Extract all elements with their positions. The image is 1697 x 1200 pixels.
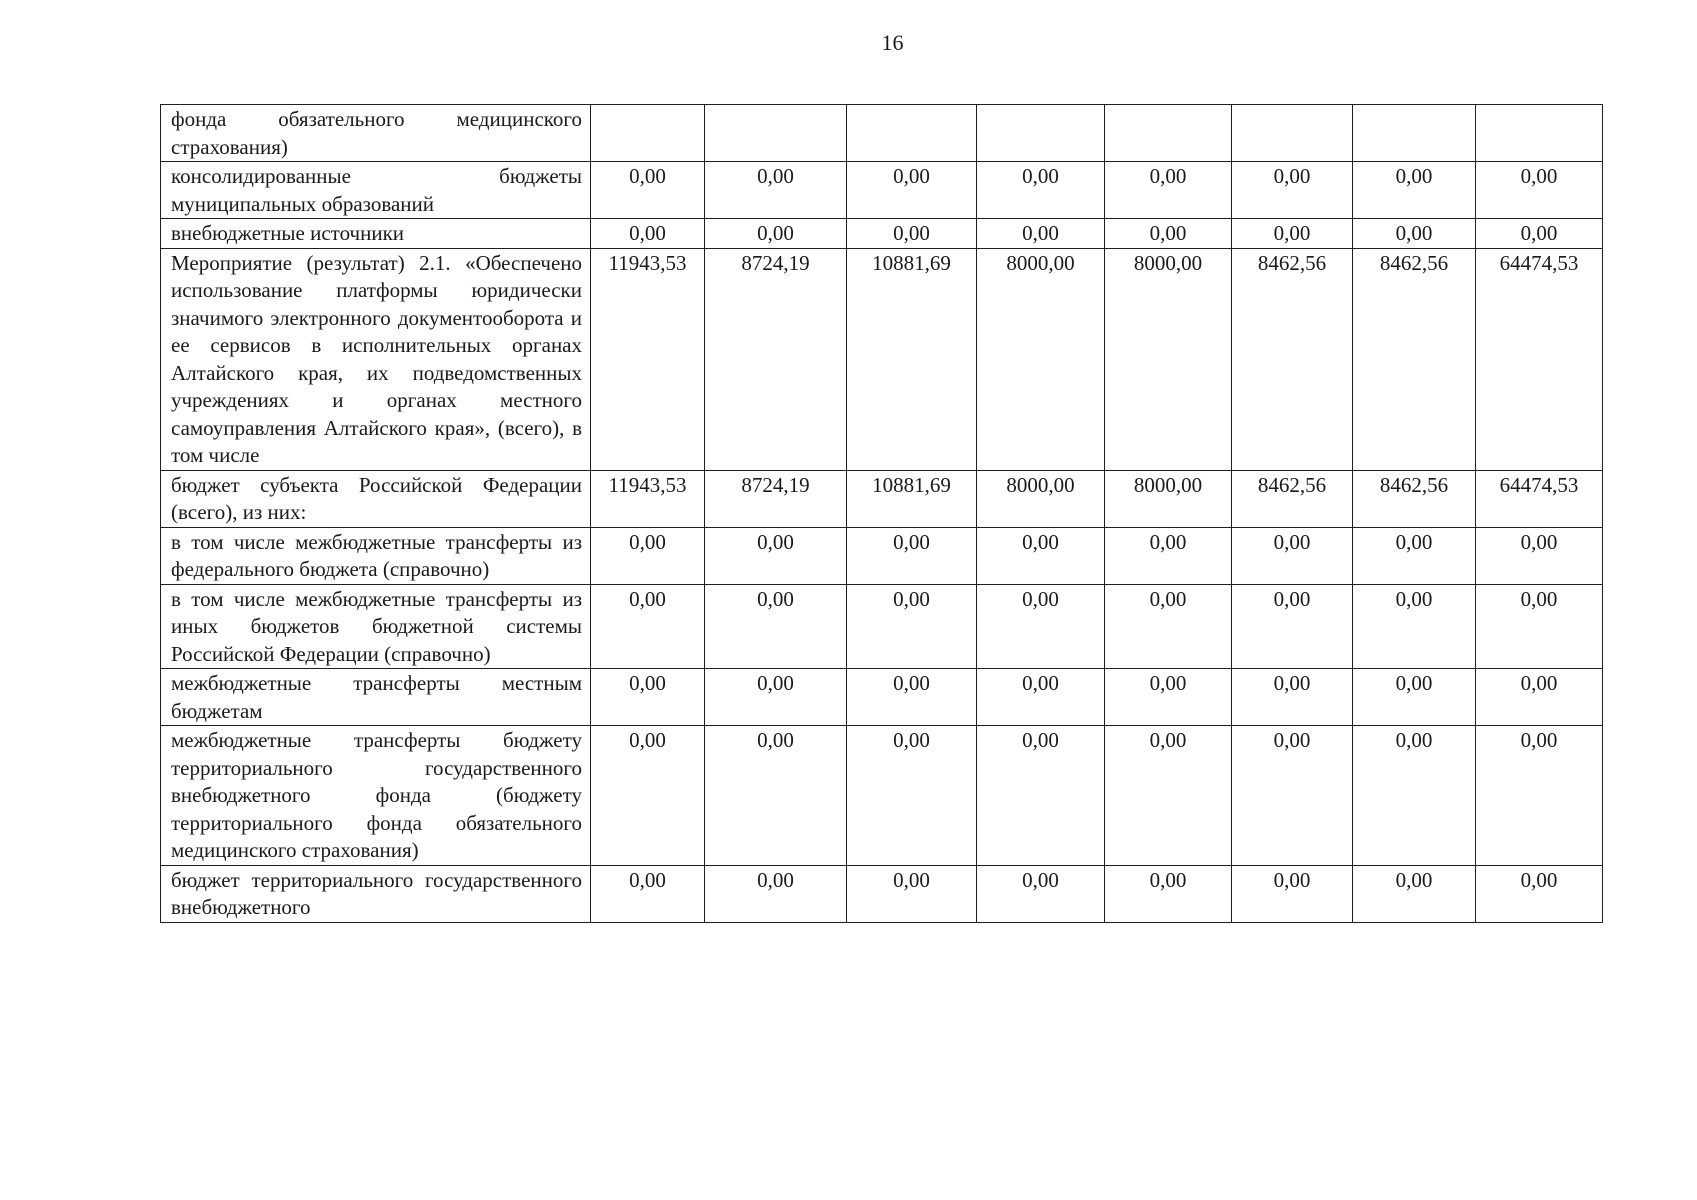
value-cell: 0,00 <box>847 726 977 866</box>
value-cell: 0,00 <box>705 527 847 584</box>
row-label: межбюджетные трансферты бюджету территориального государственного внебюджетного фонда (бюджету территориального фонда обязательного медицинского страхования) <box>161 726 591 866</box>
value-cell: 0,00 <box>1353 162 1476 219</box>
value-cell: 0,00 <box>705 584 847 669</box>
value-cell: 8000,00 <box>1105 248 1232 470</box>
value-cell: 0,00 <box>847 219 977 249</box>
value-cell: 0,00 <box>977 527 1105 584</box>
value-cell: 0,00 <box>1353 726 1476 866</box>
value-cell: 0,00 <box>705 219 847 249</box>
value-cell: 0,00 <box>591 162 705 219</box>
value-cell: 8000,00 <box>977 248 1105 470</box>
value-cell: 0,00 <box>1476 219 1603 249</box>
value-cell: 0,00 <box>977 726 1105 866</box>
value-cell: 0,00 <box>847 527 977 584</box>
value-cell: 64474,53 <box>1476 470 1603 527</box>
value-cell: 0,00 <box>591 219 705 249</box>
value-cell: 64474,53 <box>1476 248 1603 470</box>
value-cell: 11943,53 <box>591 248 705 470</box>
table-row <box>161 105 1603 162</box>
value-cell: 0,00 <box>1232 584 1353 669</box>
value-cell <box>847 105 977 162</box>
value-cell: 0,00 <box>1105 162 1232 219</box>
value-cell: 0,00 <box>1232 669 1353 726</box>
value-cell <box>1105 105 1232 162</box>
value-cell: 0,00 <box>591 726 705 866</box>
value-cell: 0,00 <box>591 865 705 922</box>
value-cell: 0,00 <box>1105 865 1232 922</box>
value-cell: 0,00 <box>977 669 1105 726</box>
row-label: бюджет территориального государственного внебюджетного <box>161 865 591 922</box>
value-cell <box>1353 105 1476 162</box>
table-row <box>161 162 1603 219</box>
table-row <box>161 248 1603 470</box>
value-cell: 0,00 <box>1476 584 1603 669</box>
value-cell: 0,00 <box>977 584 1105 669</box>
value-cell: 8000,00 <box>1105 470 1232 527</box>
value-cell: 0,00 <box>1105 584 1232 669</box>
value-cell: 0,00 <box>977 219 1105 249</box>
value-cell: 0,00 <box>1353 527 1476 584</box>
value-cell: 0,00 <box>705 865 847 922</box>
value-cell: 11943,53 <box>591 470 705 527</box>
table-row <box>161 527 1603 584</box>
value-cell: 0,00 <box>591 584 705 669</box>
page-number: 16 <box>881 30 904 55</box>
value-cell: 0,00 <box>847 162 977 219</box>
value-cell <box>705 105 847 162</box>
value-cell: 0,00 <box>1232 527 1353 584</box>
table-row <box>161 669 1603 726</box>
value-cell: 0,00 <box>847 584 977 669</box>
table-row <box>161 584 1603 669</box>
row-label: в том числе межбюджетные трансферты из иных бюджетов бюджетной системы Российской Федерации (справочно) <box>161 584 591 669</box>
value-cell: 8000,00 <box>977 470 1105 527</box>
value-cell: 0,00 <box>1232 219 1353 249</box>
row-label: фонда обязательного медицинского страхования) <box>161 105 591 162</box>
value-cell: 0,00 <box>1476 865 1603 922</box>
value-cell: 0,00 <box>1232 726 1353 866</box>
value-cell: 0,00 <box>1232 162 1353 219</box>
row-label: бюджет субъекта Российской Федерации (всего), из них: <box>161 470 591 527</box>
value-cell: 0,00 <box>1476 527 1603 584</box>
value-cell <box>1232 105 1353 162</box>
value-cell: 8462,56 <box>1232 470 1353 527</box>
value-cell: 0,00 <box>1105 669 1232 726</box>
row-label: Мероприятие (результат) 2.1. «Обеспечено использование платформы юридически значимого электронного документооборота и ее сервисов в исполнительных органах Алтайского края, их подведомственных учреждениях и органах местного самоуправления Алтайского края», (всего), в том числе <box>161 248 591 470</box>
table-row <box>161 219 1603 249</box>
value-cell: 0,00 <box>705 162 847 219</box>
value-cell: 0,00 <box>847 865 977 922</box>
value-cell: 0,00 <box>705 726 847 866</box>
value-cell: 0,00 <box>977 162 1105 219</box>
value-cell: 0,00 <box>1476 162 1603 219</box>
value-cell: 0,00 <box>1476 669 1603 726</box>
value-cell: 8724,19 <box>705 248 847 470</box>
row-label: внебюджетные источники <box>161 219 591 249</box>
table-row <box>161 865 1603 922</box>
value-cell: 0,00 <box>977 865 1105 922</box>
value-cell: 0,00 <box>1232 865 1353 922</box>
value-cell: 0,00 <box>1353 669 1476 726</box>
row-label: межбюджетные трансферты местным бюджетам <box>161 669 591 726</box>
financing-table-container <box>160 104 1602 923</box>
row-label: консолидированные бюджеты муниципальных образований <box>161 162 591 219</box>
value-cell: 10881,69 <box>847 470 977 527</box>
financing-table <box>160 104 1603 923</box>
value-cell: 0,00 <box>591 669 705 726</box>
value-cell: 0,00 <box>1353 219 1476 249</box>
value-cell: 0,00 <box>847 669 977 726</box>
value-cell <box>977 105 1105 162</box>
value-cell: 8462,56 <box>1353 248 1476 470</box>
table-body <box>161 105 1603 923</box>
value-cell: 0,00 <box>1353 865 1476 922</box>
value-cell: 8462,56 <box>1353 470 1476 527</box>
value-cell: 10881,69 <box>847 248 977 470</box>
row-label: в том числе межбюджетные трансферты из федерального бюджета (справочно) <box>161 527 591 584</box>
value-cell: 0,00 <box>1476 726 1603 866</box>
value-cell: 0,00 <box>1105 726 1232 866</box>
value-cell <box>591 105 705 162</box>
value-cell <box>1476 105 1603 162</box>
value-cell: 0,00 <box>1353 584 1476 669</box>
value-cell: 0,00 <box>705 669 847 726</box>
table-row <box>161 470 1603 527</box>
value-cell: 0,00 <box>1105 527 1232 584</box>
table-row <box>161 726 1603 866</box>
value-cell: 0,00 <box>591 527 705 584</box>
value-cell: 8462,56 <box>1232 248 1353 470</box>
value-cell: 0,00 <box>1105 219 1232 249</box>
value-cell: 8724,19 <box>705 470 847 527</box>
